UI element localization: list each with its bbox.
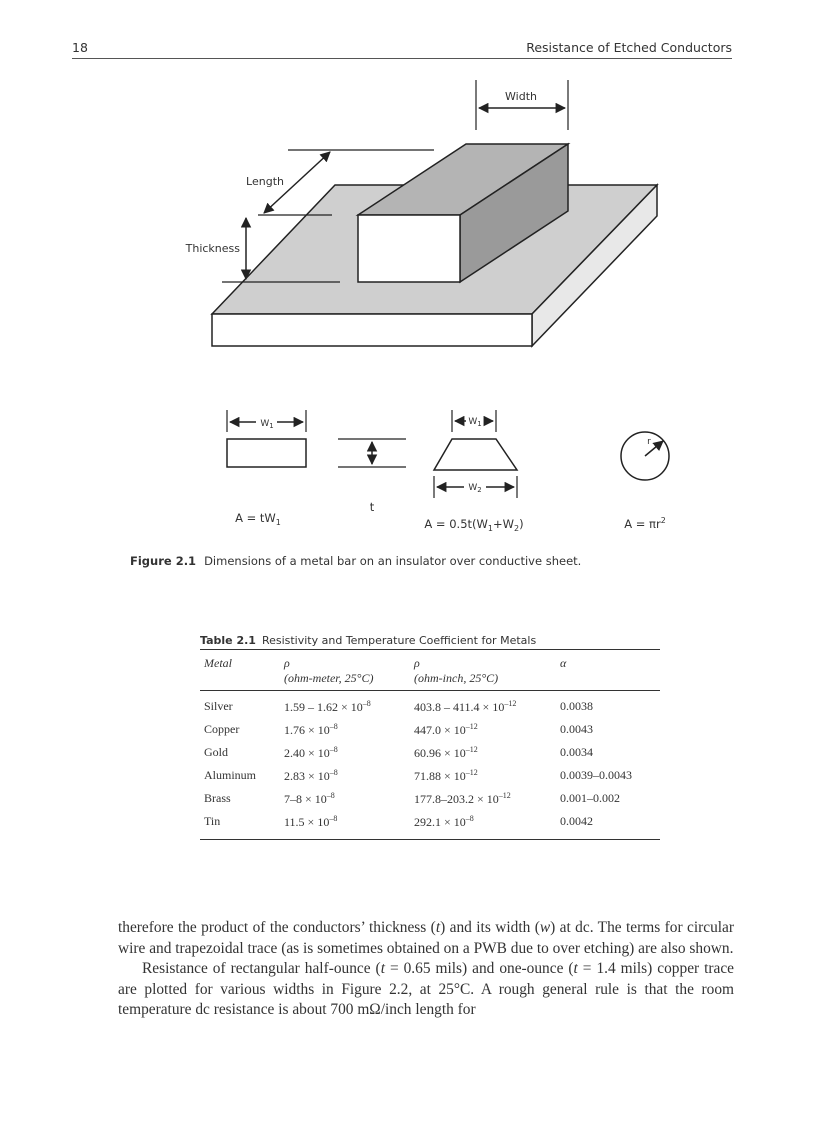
alpha-cell: 0.0043 [560,722,593,736]
metal-cell: Silver [204,699,233,713]
rect-cross-section [227,439,306,467]
figure-2-1 [72,70,732,540]
figure-caption-text: Dimensions of a metal bar on an insulator over conductive sheet. [204,554,582,568]
metal-cell: Brass [204,791,231,805]
figure-caption-label: Figure 2.1 [130,554,197,568]
col-header: Metal [204,656,232,670]
rho-meter-cell: $11.5 \times 10^{-8}$ [284,813,338,829]
rho-meter-cell: $2.40 \times 10^{-8}$ [284,744,338,760]
running-header [72,38,732,58]
table-row [200,741,660,764]
t-label: t [369,500,375,514]
figure-diagram [72,70,732,540]
figure-caption [130,554,730,568]
metal-cell: Copper [204,722,240,736]
sheet-front-face [212,314,532,346]
width-label: Width [505,90,537,103]
col-header: ρ [414,656,420,670]
rho-meter-cell: $1.76 \times 10^{-8}$ [284,721,338,737]
col-subheader: (ohm-inch, 25°C) [410,671,556,691]
rho-inch-cell: $60.96 \times 10^{-12}$ [414,744,478,760]
alpha-cell: 0.001–0.002 [560,791,620,805]
trapezoid-cross-section [434,439,517,470]
paragraph: Resistance of rectangular half-ounce (t = 0.65 mils) and one-ounce (t = 1.4 mils) copper trace are plotted for various widths in Figure 2.2, at 25°C. A rough general rule is that the room temperature dc resistance is about 700 mΩ/inch length for [118,960,735,1018]
running-title: Resistance of Etched Conductors [526,40,732,55]
metal-cell: Tin [204,814,221,828]
col-subheader [556,671,660,691]
rho-inch-cell: $292.1 \times 10^{-8}$ [414,813,474,829]
r-label: r [647,437,651,447]
table-label: Table 2.1 [200,634,256,647]
table-row [200,718,660,741]
alpha-cell: 0.0034 [560,745,593,759]
thickness-label: Thickness [185,242,240,255]
metal-cell: Aluminum [204,768,257,782]
rho-inch-cell: $71.88 \times 10^{-12}$ [414,767,478,783]
header-rule [72,58,732,59]
resistivity-table [200,649,660,840]
trap-area-formula: $A = 0.5t(W_1+W_2)$ [424,517,524,533]
w2-trap-label: $W_2$ [468,483,482,494]
rho-meter-cell: $2.83 \times 10^{-8}$ [284,767,338,783]
rho-meter-cell: $7-8 \times 10^{-8}$ [284,790,335,806]
alpha-cell: 0.0042 [560,814,593,828]
table-caption [200,634,660,649]
table-subheader-row [200,671,660,691]
alpha-cell: 0.0039–0.0043 [560,768,632,782]
col-subheader [200,671,280,691]
page-number: 18 [72,40,88,55]
table-row [200,691,660,719]
metal-cell: Gold [204,745,228,759]
alpha-cell: 0.0038 [560,699,593,713]
rho-inch-cell: $403.8 - 411.4 \times 10^{-12}$ [414,698,517,714]
table-row [200,787,660,810]
paragraph: therefore the product of the conductors’ thickness (t) and its width (w) at dc. The terms for circular wire and trapezoidal trace (as is sometimes obtained on a PWB due to over etching) are also shown. [118,919,734,957]
circle-area-formula: $A = \pi r^2$ [624,516,666,531]
rect-area-formula: $A = tW_1$ [235,511,281,527]
body-text [118,918,734,1021]
table-row [200,810,660,840]
length-label: Length [246,175,284,188]
table-title: Resistivity and Temperature Coefficient for Metals [261,634,537,647]
col-header: α [560,656,567,670]
table-header-row [200,650,660,672]
table-2-1 [200,634,660,840]
bar-front-face [358,215,460,282]
rho-inch-cell: $447.0 \times 10^{-12}$ [414,721,478,737]
rho-inch-cell: $177.8-203.2 \times 10^{-12}$ [414,790,511,806]
table-row [200,764,660,787]
col-subheader: (ohm-meter, 25°C) [280,671,410,691]
w1-rect-label: $W_1$ [260,419,274,430]
w1-trap-label: $W_1$ [468,417,482,428]
rho-meter-cell: $1.59 - 1.62 \times 10^{-8}$ [284,698,371,714]
col-header: ρ [284,656,290,670]
